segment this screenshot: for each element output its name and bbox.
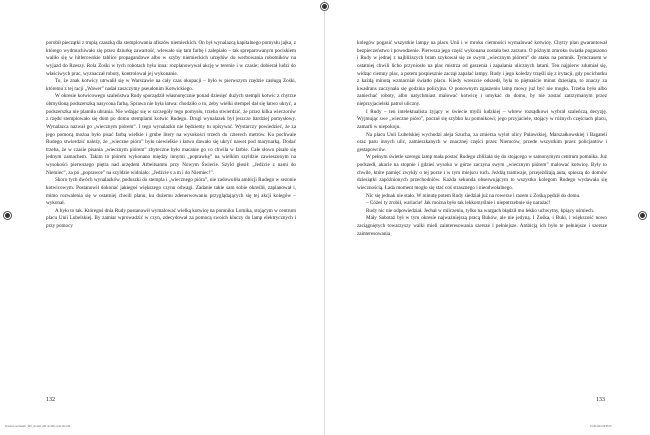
registration-mark-top-icon (320, 2, 329, 11)
print-slug-left: Krasnica na Swiatlo_ŚP1_ok w2w_201 do 2011.indd 132-133 (5, 425, 71, 428)
paragraph: Rudy nic nie odpowiedział. Jechał w milczeniu, tylko na wargach błądził mu lekko uchwytny, kpiący uśmiech. (366, 207, 595, 214)
page-number-left: 132 (46, 397, 55, 403)
registration-mark-left-icon (3, 211, 12, 220)
paragraph: – Cóżeś ty zrobił, wariacie! Jak można było tak lekkomyślnie i niepotrzebnie się narażać! (366, 200, 551, 207)
paragraph: porobił pieczątki z trupią czaszką dla stemplowania afiszów niemieckich. On był wynalazcą kapitalnego pomysłu jajka, z którego wydmuchiwało się przez dziurkę zawartość, wlewało się tam farbę i zalepiało – tak spreparowanym pociskiem waliło się w hitlerowskie tablice propagandowe albo w szyby niemieckich urzędów do werbowania robotników na wyjazd do Rzeszy. Rola Zośki w tych robotach była inna: rozplanowywał akcję w terenie i w czasie; dobierał ludzi do właściwych prac, wyznaczał roboty, kontrolował jej wykonanie. (46, 40, 296, 77)
page-number-right: 133 (596, 397, 605, 403)
paragraph: W okresie kotwicowego szaleństwa Rudy sporządził własnoręcznie ponad dziesięć dużych stempli kotwic z chytrze obmyśloną podszerszką nasycona farbą. Sprawa nie była łatwa: chodziło o to, żeby wielki stempel dał się łatwo ukryć, a podszerszka nie plamiła ubrania. Nie wdając się w szczegóły tego pomysłu, trzeba stwierdzić, że przez kilka wieczorów z rzędu stemplowało się dom po domu stemplami kotwic Rudego. Drugi wynalazek był jeszcze bardziej pomysłowy. Wynalazca nazwał go „wiecznym piórem”. I tego wynalazku nie będziemy tu opisywać. Wystarczy powiedzieć, że za jego pomocą można było pisać farbą wielkie i grube litery na wysokości trzech do czterech metrów. Ku pochwale Rudego stwierdzić należy, że „wieczne pióro” było niewielkie i łatwo dawało się ukryć nawet pod marynarką. Dodać trzeba, że w czasie pisania „wiecznym piórem” zbyteczne było macanie go co chwila w farbie. Całe słowo pisało się jednym zamachem. Takim to piórem wykonano między innymi „poprawkę” na wielkim szyldzie zawieszonym na wysokości pierwszego piętra nad urzędem Arbeitsamtu przy Nowym Świecie. Szyld głosił: „Jedźcie z nami do Niemiec”, za pó „poprawce” na szyldzie widniało: „Jedźcie s a m i do Niemiec!”. (46, 93, 296, 176)
paragraph: To, że znak kotwicy utrwalił się w Warszawie na cały czas okupacji – było w pierwszym rzędzie zasługą Zośki, któremu z tej racji „Wawer” nadał zaszczytny pseudonim Kotwickiego. (46, 78, 296, 92)
paragraph: Skoro tych dwóch wynalazków, poduszki do stempla i „wiecznego pióra”, nie zadowoliła ambicji Rudego w sezonie kotwicowym. Postanowił dokonać jakiegoś większego czynu odwagi. Zadanie takie sam sobie określił, zaplanował i, mimo rozwalenia się w ostatniej chwili planu, ku dużemu zdenerwowaniu przyglądających się tej akcji kolegów – wykonał. (46, 177, 296, 207)
print-slug-right: 21.06.2011 09:55:07 (590, 425, 612, 428)
paragraph: kolegów pogasić wszystkie lampy na placu Unii i w mroku ciemności wymalować kotwicę. Chytry plan gwarantował bezpieczeństwo i powodzenie. Pierwsza jego część wykonana została bez zarzutu. O późnym zmroku światła pogaszono i Rudy w jednej z najbliższych bram szykował się ze swym „wiecznym piórem” do ataku na pomnik. Tymczasem w ostatniej chwili licho przyniosło na plac mistrza od gaszenia i zapalania ulicznych latarń. Ten najpierw zdumiał się, widząc ciemny plac, a potem pospiesznie zaczął zapalać lampy. Rudy i jego koledzy trzęśli się z irytacji, gdy pocichutku z każdą minutą wzmacniał światło placu. Kiedy wreszcie odszedł, była to piętnaście minut dziesiąta, to znaczy za kwadrans zaczynała się godzina policyjna. O ponownym zgaszeniu lamp mowy już być nie mogło. Trzeba było albo zaniechać roboty, albo natychmiast malować kotwicę i umykać do domu, by nie zostać zatrzymanym przez nieprzyjacielski patrol uliczny. (357, 40, 607, 107)
paragraph: Mały Sabotaż był w tym okresie najważniejszą pracą Buków, ale nie jedyną. I Zośka, i Buki, i większość nowo zaciągniętych towarzyszy walki mieli zainteresowania szersze i pełniejsze. Ambicją ich było te pełniejsze i szersze zainteresowania (357, 215, 607, 237)
right-page-text (357, 40, 607, 375)
paragraph: Nic się jednak nie stało. W minutę potem Rudy siedział już na rowerze i razem z Zośką pędził do domu. (366, 192, 581, 199)
paragraph: W pełnym świetle szeregu lamp mała postać Rudego zbliżała się do stojącego w samonymym centrum pomnika. Już podszedł, akacie na stopnie i gdzieś wysoko w górze zaczyna swym „wiecznym piórem” malować kotwicę. Były to chwile, które pamięć zwykły o tej porze i w tym miejscu ruch. Jeżdżą tramwaje, przejeżdżają auta, spieszą do domów dziesiątki zapóźnionych przechodniów. Każda sekunda obserwującym to wszystko kolegom Rudego wydawała się wiecznością. Łada moment mogło się stać coś strasznego i nieodwołalnego. (357, 154, 607, 191)
page-gutter (324, 0, 325, 435)
paragraph: Na placu Unii Lubelskiej wychodzi aleja Szucha, za zmierza wylot ulicy Puławskiej, Marszałkowskiej i Bagateli oraz paru innych ulic, zamieszkanych w znacznej części przez Niemców, przede wszystkim przez policjantów i gestapowców. (357, 131, 607, 153)
left-page-text (46, 40, 296, 375)
registration-mark-right-icon (638, 211, 647, 220)
paragraph: I Rudy – ten intelektualista żyjący w świecie myśli ludzkiej – wbrew rozsądkowi wybrał szaleńczą decyzję. Wyjmując swe „wieczne pióro”, poczuł się szybko ku pomnikowi; jego przyjaciele, stojący w różnych częściach placu, zamarli w niepokoju. (357, 108, 607, 130)
paragraph: A było to tak. Któregoś dnia Rudy postanowił wymalować wielką kotwicę na pomniku Lotnika, stojącym w centrum placu Unii Lubelskiej. By zamiar wprowadzić w czyn, zdecydował za pomocą swoich kluczy do lamp elektrycznych i przy pomocy (46, 207, 296, 229)
